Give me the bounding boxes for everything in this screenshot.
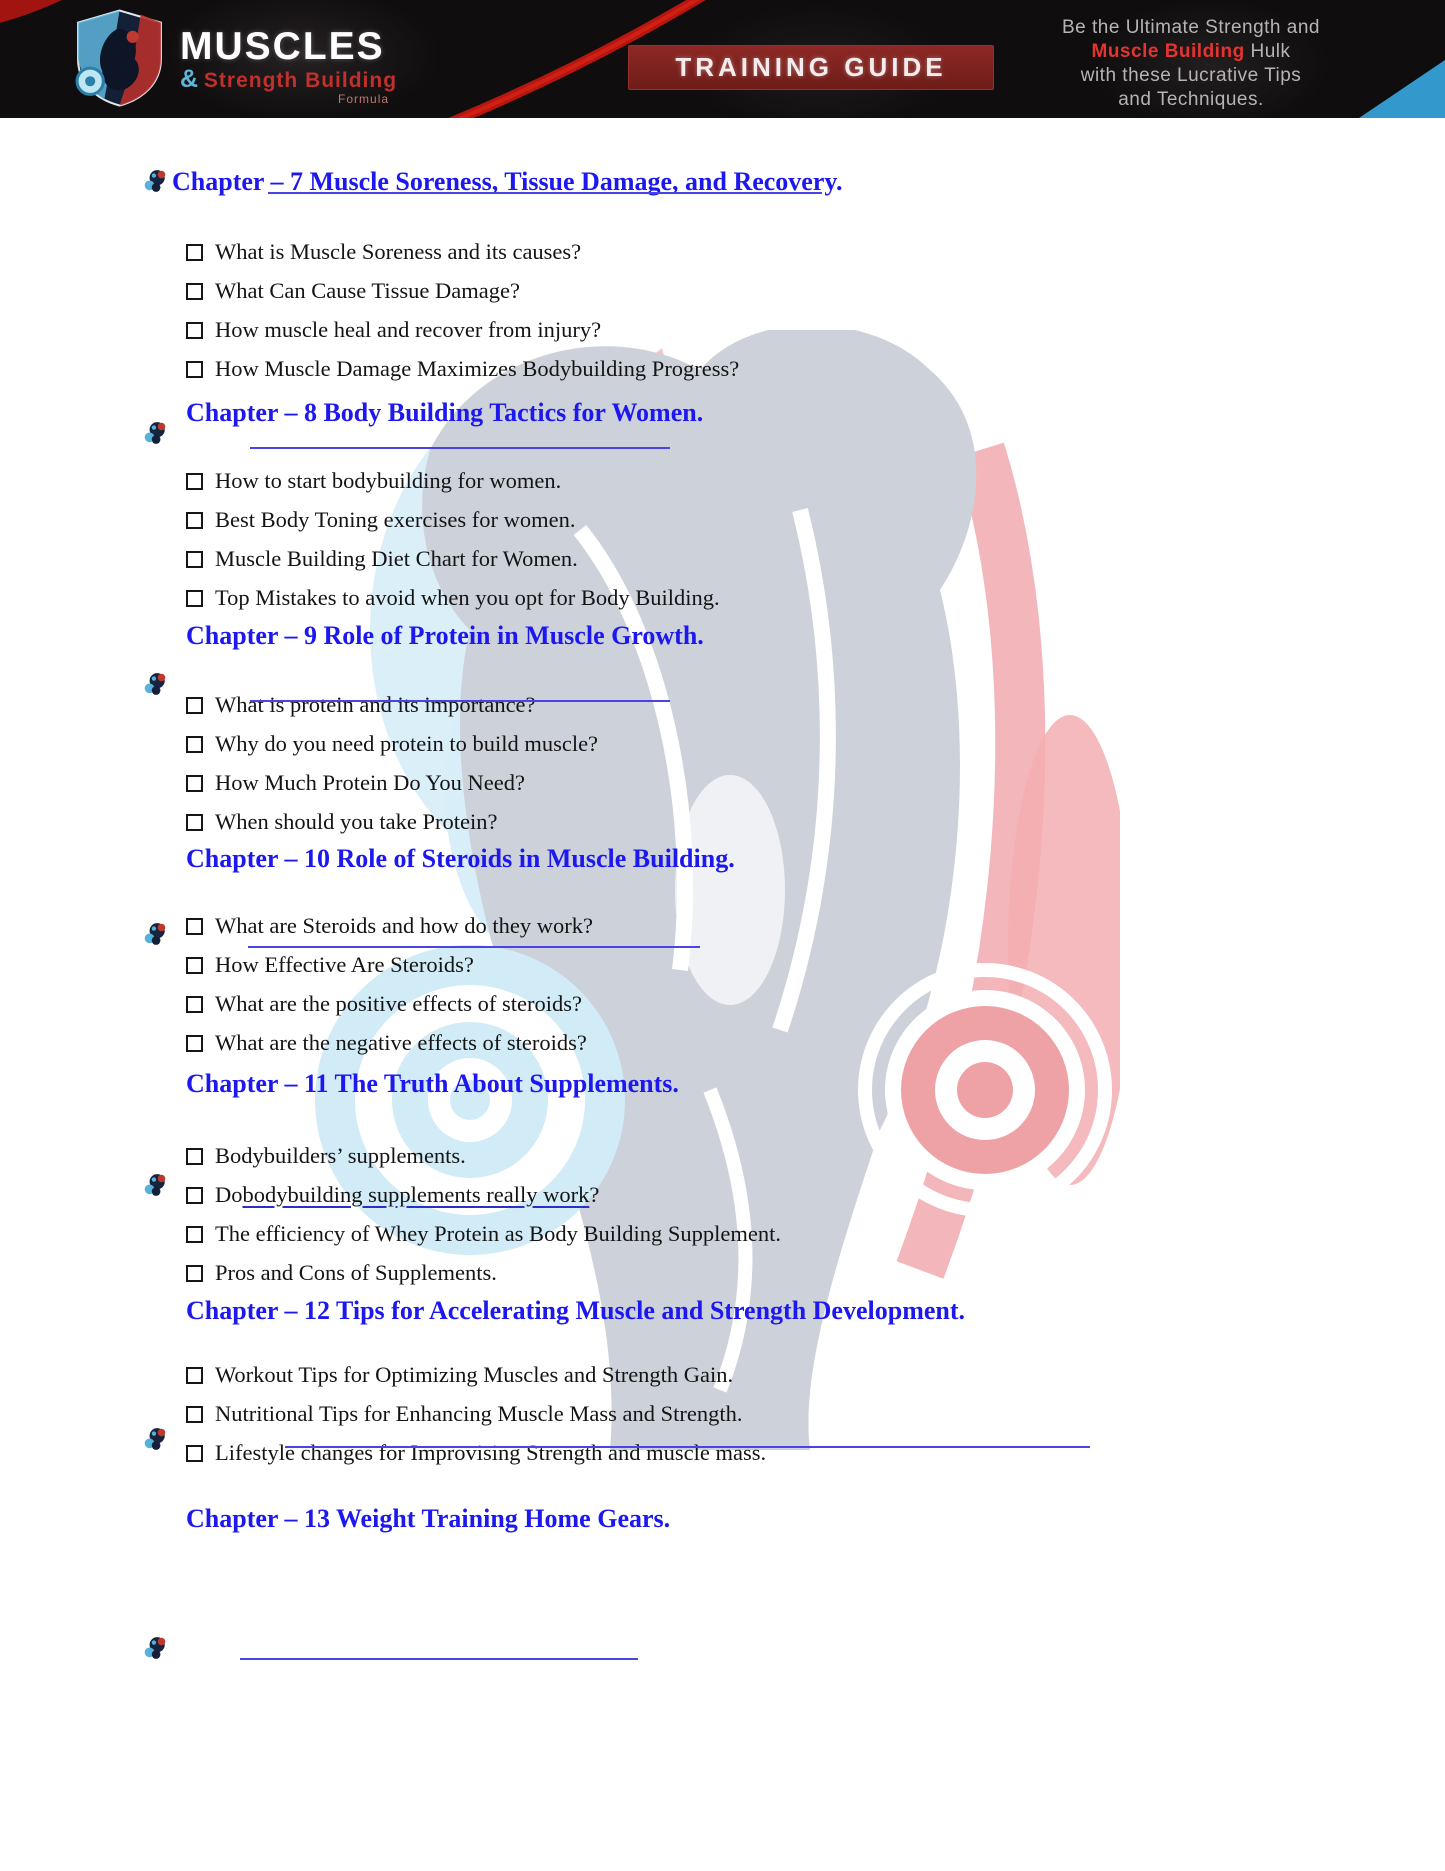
toc-item: Nutritional Tips for Enhancing Muscle Mass and Strength.	[186, 1394, 766, 1433]
underline-decoration	[250, 700, 670, 702]
checkbox-icon	[186, 775, 203, 792]
toc-item: What is protein and its importance?	[186, 685, 598, 724]
toc-item: What are the positive effects of steroids?	[186, 984, 593, 1023]
toc-item: Muscle Building Diet Chart for Women.	[186, 539, 720, 578]
chapter-heading[interactable]: Chapter – 10 Role of Steroids in Muscle Building.	[186, 844, 735, 873]
logo-bullet-icon	[144, 1172, 166, 1198]
checkbox-icon	[186, 918, 203, 935]
toc-item: How Much Protein Do You Need?	[186, 763, 598, 802]
toc-item: Bodybuilders’ supplements.	[186, 1136, 781, 1175]
checkbox-icon	[186, 590, 203, 607]
training-guide-label: TRAINING GUIDE	[675, 52, 947, 82]
checkbox-icon	[186, 1265, 203, 1282]
checkbox-icon	[186, 957, 203, 974]
toc-item: When should you take Protein?	[186, 802, 598, 841]
chapter-heading[interactable]: Chapter – 9 Role of Protein in Muscle Growth.	[186, 621, 704, 650]
checkbox-icon	[186, 1367, 203, 1384]
chapter-heading[interactable]: Chapter – 13 Weight Training Home Gears.	[186, 1504, 671, 1533]
checkbox-icon	[186, 473, 203, 490]
chapter-topics-list	[186, 232, 739, 388]
checkbox-icon	[186, 1226, 203, 1243]
toc-item: Top Mistakes to avoid when you opt for Body Building.	[186, 578, 720, 617]
toc-item: How muscle heal and recover from injury?	[186, 310, 739, 349]
chapter-topics-list	[186, 906, 593, 1062]
toc-item: Lifestyle changes for Improvising Strength and muscle mass.	[186, 1433, 766, 1472]
checkbox-icon	[186, 512, 203, 529]
brand-ampersand: &	[180, 65, 199, 93]
checkbox-icon	[186, 322, 203, 339]
logo-bullet-icon	[144, 671, 166, 697]
checkbox-icon	[186, 551, 203, 568]
chapter-topics-list	[186, 685, 598, 841]
chapter-topics-list	[186, 1355, 766, 1472]
brand-subtitle: & Strength Building	[180, 65, 398, 93]
logo-bullet-icon	[144, 168, 166, 194]
underline-decoration	[268, 192, 822, 194]
logo-bullet-icon	[144, 921, 166, 947]
brand-shield-icon	[72, 6, 168, 108]
checkbox-icon	[186, 697, 203, 714]
checkbox-icon	[186, 361, 203, 378]
checkbox-icon	[186, 736, 203, 753]
toc-item: How to start bodybuilding for women.	[186, 461, 720, 500]
checkbox-icon	[186, 1035, 203, 1052]
chapter-heading[interactable]: Chapter – 8 Body Building Tactics for Women.	[186, 398, 704, 427]
chapter-heading[interactable]: Chapter – 11 The Truth About Supplements.	[186, 1069, 679, 1098]
toc-item: What are Steroids and how do they work?	[186, 906, 593, 945]
chapter-topics-list	[186, 1136, 781, 1292]
toc-item: What is Muscle Soreness and its causes?	[186, 232, 739, 271]
underline-decoration	[248, 946, 700, 948]
checkbox-icon	[186, 1406, 203, 1423]
checkbox-icon	[186, 244, 203, 261]
logo-bullet-icon	[144, 1635, 166, 1661]
checkbox-icon	[186, 283, 203, 300]
toc-item: What Can Cause Tissue Damage?	[186, 271, 739, 310]
brand-tagword: Formula	[338, 92, 390, 106]
toc-item: Why do you need protein to build muscle?	[186, 724, 598, 763]
training-guide-badge	[628, 45, 994, 90]
brand-name	[180, 6, 397, 108]
toc-item: Workout Tips for Optimizing Muscles and Strength Gain.	[186, 1355, 766, 1394]
underline-decoration	[250, 447, 670, 449]
inline-link[interactable]: bodybuilding supplements really work	[242, 1181, 590, 1207]
logo-bullet-icon	[144, 420, 166, 446]
toc-item: What are the negative effects of steroids?	[186, 1023, 593, 1062]
chapter-topics-list	[186, 461, 720, 617]
toc-item: How Effective Are Steroids?	[186, 945, 593, 984]
checkbox-icon	[186, 814, 203, 831]
checkbox-icon	[186, 1148, 203, 1165]
header-tagline: Be the Ultimate Strength and Muscle Building Hulk with these Lucrative Tips and Techniques.	[1062, 17, 1320, 110]
chapter-heading[interactable]: Chapter – 7 Muscle Soreness, Tissue Damage, and Recovery.	[172, 167, 843, 196]
toc-item: Pros and Cons of Supplements.	[186, 1253, 781, 1292]
underline-decoration	[240, 1658, 638, 1660]
brand-logo	[72, 6, 397, 108]
checkbox-icon	[186, 1187, 203, 1204]
logo-bullet-icon	[144, 1426, 166, 1452]
toc-item: How Muscle Damage Maximizes Bodybuilding Progress?	[186, 349, 739, 388]
checkbox-icon	[186, 996, 203, 1013]
toc-item: Best Body Toning exercises for women.	[186, 500, 720, 539]
checkbox-icon	[186, 1445, 203, 1462]
tagline-highlight: Muscle Building	[1091, 41, 1245, 62]
toc-item: The efficiency of Whey Protein as Body Building Supplement.	[186, 1214, 781, 1253]
chapter-heading[interactable]: Chapter – 12 Tips for Accelerating Muscle and Strength Development.	[186, 1296, 966, 1325]
brand-title: MUSCLES	[180, 25, 385, 68]
toc-item: Do bodybuilding supplements really work ?	[186, 1175, 781, 1214]
underline-decoration	[285, 1446, 1090, 1448]
header-banner	[0, 0, 1445, 118]
